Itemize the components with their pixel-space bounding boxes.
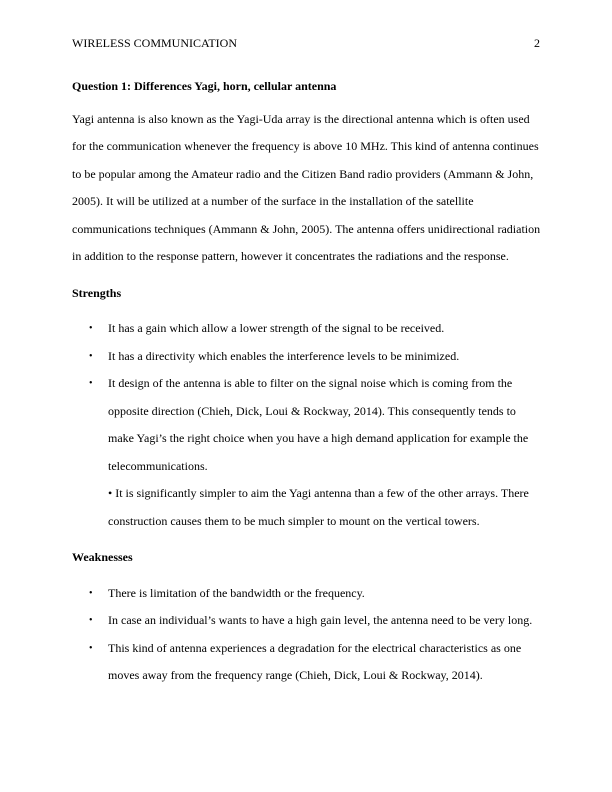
list-item: [72, 635, 542, 690]
document-body: [72, 73, 542, 690]
strengths-list: [72, 315, 542, 480]
bullet-icon: •: [89, 350, 93, 362]
list-item-text: In case an individual’s wants to have a high gain level, the antenna need to be very long.: [108, 613, 533, 627]
weaknesses-heading: Weaknesses: [72, 550, 133, 564]
list-item: [72, 315, 542, 343]
strengths-extra-paragraph: • It is significantly simpler to aim the Yagi antenna than a few of the other arrays. There construction causes them to be much simpler to mount on the vertical towers.: [108, 486, 529, 528]
list-item-text: It design of the antenna is able to filter on the signal noise which is coming from the opposite direction (Chieh, Dick, Loui & Rockway, 2014). This consequently tends to make Yagi’s the right choice when you have a high demand application for example the telecommunications.: [108, 376, 529, 473]
running-head: WIRELESS COMMUNICATION: [72, 36, 237, 50]
page-number: 2: [534, 36, 540, 50]
strengths-heading: Strengths: [72, 285, 122, 300]
bullet-icon: •: [89, 378, 93, 389]
list-item: [72, 607, 542, 635]
bullet-icon: •: [89, 642, 93, 654]
list-item: [72, 370, 542, 480]
intro-paragraph: Yagi antenna is also known as the Yagi-Uda array is the directional antenna which is often used for the communication whenever the frequency is above 10 MHz. This kind of antenna continues to be popular among the Amateur radio and the Citizen Band radio providers (Ammann & John, 2005). It will be utilized at a number of the surface in the installation of the satellite communications techniques (Ammann & John, 2005). The antenna offers unidirectional radiation in addition to the response pattern, however it concentrates the radiations and the response.: [72, 111, 541, 263]
bullet-icon: •: [89, 323, 93, 334]
list-item: [72, 580, 542, 608]
list-item: [72, 343, 542, 371]
question-heading: Question 1: Differences Yagi, horn, cellular antenna: [72, 79, 337, 93]
page-header: [72, 36, 540, 52]
list-item-text: It has a gain which allow a lower strength of the signal to be received.: [108, 321, 445, 335]
weaknesses-list: [72, 580, 542, 690]
list-item-text: This kind of antenna experiences a degradation for the electrical characteristics as one moves away from the frequency range (Chieh, Dick, Loui & Rockway, 2014).: [108, 640, 522, 682]
list-item-text: It has a directivity which enables the interference levels to be minimized.: [108, 348, 460, 363]
list-item-text: There is limitation of the bandwidth or the frequency.: [108, 585, 365, 600]
bullet-icon: •: [89, 615, 93, 626]
bullet-icon: •: [89, 587, 93, 599]
